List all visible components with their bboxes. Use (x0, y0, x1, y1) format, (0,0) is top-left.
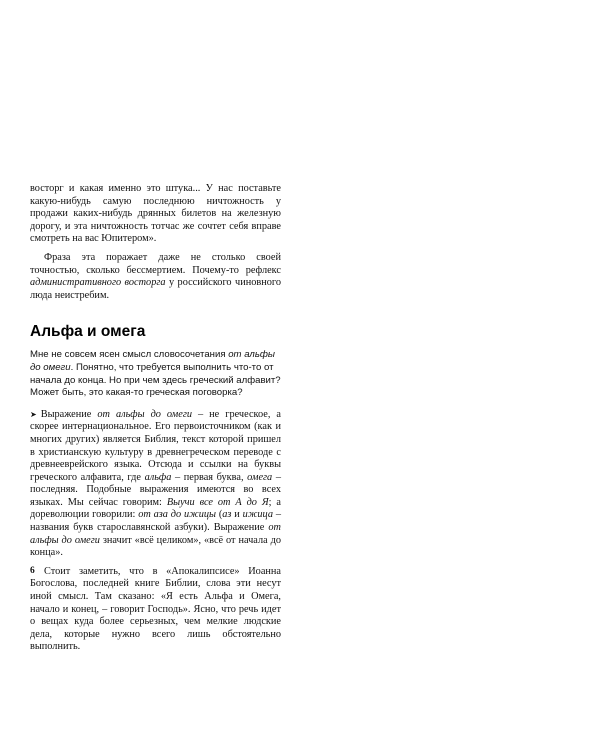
question-alfa-omega: Мне не совсем ясен смысл словосочетания от альфы до омеги. Понятно, что требуется выполнить что-то от начала до конца. Но при чем здесь греческий алфавит? Может быть, это какая-то греческая поговорка? (30, 349, 281, 399)
answer-alfa-omega-1: ➤ Выражение от альфы до омеги – не греческое, а скорее интернациональное. Его первоисточником (как и многих других) является Библия, текст которой пришел в христианскую культуру в древнегреческом переводе с древнееврейского языка. Отсюда и ссылки на буквы греческого алфавита, где альфа – первая буква, омега – последняя. Подобные выражения имеются во всех языках. Мы сейчас говорим: Выучи все от А до Я; а дореволюции говорили: от аза до ижицы (аз и ижица – названия букв старославянской азбуки). Выражение от альфы до омеги значит «всё целиком», «всё от начала до конца». (30, 408, 282, 559)
answer-alfa-omega-2: Стоит заметить, что в «Апокалипсисе» Иоанна Богослова, последней книге Библии, слова эти несут иной смысл. Там сказано: «Я есть Альфа и Омега, начало и конец, – говорит Господь». Ясно, что речь идет о вещах куда более серьезных, чем мелкие людские дела, которые нужно всего лишь обстоятельно выполнить. (30, 565, 281, 653)
arrow-icon: ➤ (30, 409, 37, 419)
section-title-alfa-omega: Альфа и омега (30, 323, 146, 341)
continuation-paragraph-2: Фраза эта поражает даже не столько своей точностью, сколько бессмертием. Почему-то рефлекс административного восторга у российского чиновного люда неистребим. (30, 251, 282, 301)
page-number-left: 6 (30, 566, 35, 576)
left-column (30, 183, 281, 654)
continuation-paragraph-1: восторг и какая именно это штука... У нас поставьте какую-нибудь самую последнюю ничтожность у продажи каких-нибудь дрянных билетов на железную дорогу, и эта ничтожность тотчас же сочтет себя вправе смотреть на вас Юпитером». (30, 183, 281, 245)
right-page (300, 0, 600, 750)
